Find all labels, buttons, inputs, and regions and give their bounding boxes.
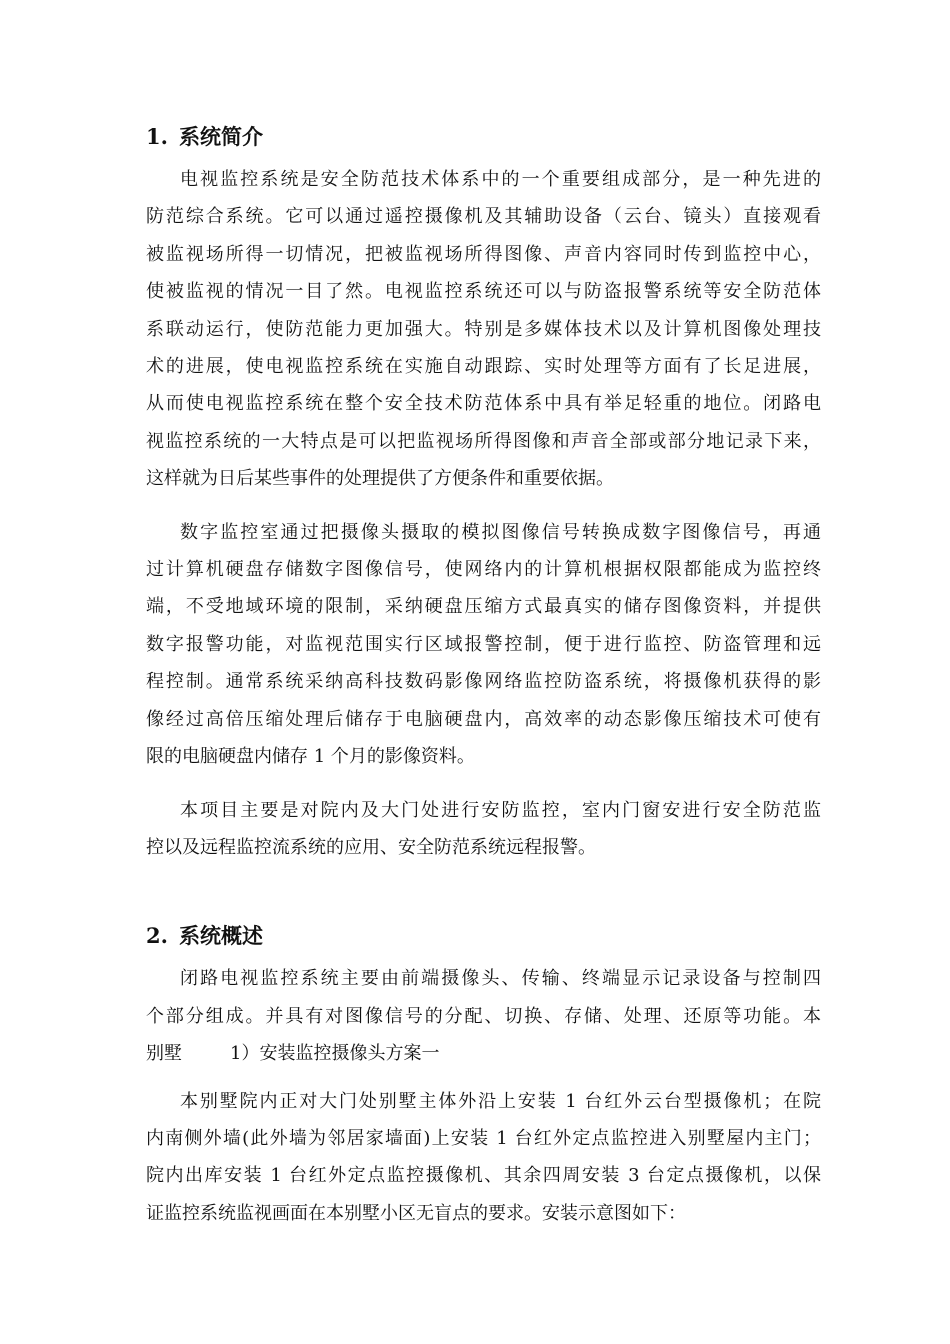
text-line: 证监控系统监视画面在本别墅小区无盲点的要求。安装示意图如下： bbox=[146, 1202, 686, 1224]
text-fragment: 别墅 bbox=[146, 1043, 182, 1065]
text-line: 数字监控室通过把摄像头摄取的模拟图像信号转换成数字图像信号，再通 bbox=[180, 521, 821, 543]
section-1-number: 1. bbox=[146, 124, 168, 149]
text-line: 程控制。通常系统采纳高科技数码影像网络监控防盗系统，将摄像机获得的影 bbox=[146, 671, 821, 693]
text-line: 术的进展，使电视监控系统在实施自动跟踪、实时处理等方面有了长足进展， bbox=[146, 356, 821, 378]
text-line: 这样就为日后某些事件的处理提供了方便条件和重要依据。 bbox=[146, 468, 614, 490]
text-line: 使被监视的情况一目了然。电视监控系统还可以与防盗报警系统等安全防范体 bbox=[146, 281, 821, 303]
section-1-paragraph-1 bbox=[146, 161, 821, 498]
section-1-paragraph-2 bbox=[146, 514, 821, 776]
text-line: 本别墅院内正对大门处别墅主体外沿上安装 1 台红外云台型摄像机；在院 bbox=[180, 1090, 821, 1112]
text-line: 被监视场所得一切情况，把被监视场所得图像、声音内容同时传到监控中心， bbox=[146, 243, 821, 265]
text-line: 限的电脑硬盘内储存 1 个月的影像资料。 bbox=[146, 746, 475, 768]
text-line: 像经过高倍压缩处理后储存于电脑硬盘内，高效率的动态影像压缩技术可使有 bbox=[146, 708, 821, 730]
subsection-heading: 1）安装监控摄像头方案一 bbox=[230, 1043, 440, 1065]
section-1-paragraph-3 bbox=[146, 792, 821, 867]
document-body bbox=[146, 117, 821, 1248]
section-2-heading bbox=[146, 916, 821, 956]
text-line: 本项目主要是对院内及大门处进行安防监控，室内门窗安进行安全防范监 bbox=[180, 799, 821, 821]
text-line: 从而使电视监控系统在整个安全技术防范体系中具有举足轻重的地位。闭路电 bbox=[146, 393, 821, 415]
text-line: 防范综合系统。它可以通过遥控摄像机及其辅助设备（云台、镜头）直接观看 bbox=[146, 206, 821, 228]
section-1-title: 系统简介 bbox=[179, 124, 263, 149]
text-line: 个部分组成。并具有对图像信号的分配、切换、存储、处理、还原等功能。本 bbox=[146, 1005, 821, 1027]
text-line: 端，不受地域环境的限制，采纳硬盘压缩方式最真实的储存图像资料，并提供 bbox=[146, 596, 821, 618]
text-line: 控以及远程监控流系统的应用、安全防范系统远程报警。 bbox=[146, 836, 596, 858]
text-line: 闭路电视监控系统主要由前端摄像头、传输、终端显示记录设备与控制四 bbox=[180, 968, 821, 990]
section-2-paragraph-1 bbox=[146, 960, 821, 1072]
text-line: 数字报警功能，对监视范围实行区域报警控制，便于进行监控、防盗管理和远 bbox=[146, 633, 821, 655]
section-2-title: 系统概述 bbox=[179, 923, 263, 949]
text-line: 系联动运行，使防范能力更加强大。特别是多媒体技术以及计算机图像处理技 bbox=[146, 318, 821, 340]
text-line: 院内出库安装 1 台红外定点监控摄像机、其余四周安装 3 台定点摄像机，以保 bbox=[146, 1165, 821, 1187]
text-line: 电视监控系统是安全防范技术体系中的一个重要组成部分，是一种先进的 bbox=[180, 169, 821, 190]
section-2-number: 2. bbox=[146, 923, 168, 949]
section-1-heading bbox=[146, 117, 821, 157]
text-line: 视监控系统的一大特点是可以把监视场所得图像和声音全部或部分地记录下来， bbox=[146, 430, 821, 452]
section-2-paragraph-2 bbox=[146, 1083, 821, 1233]
text-line bbox=[146, 1035, 821, 1072]
text-line: 过计算机硬盘存储数字图像信号，使网络内的计算机根据权限都能成为监控终 bbox=[146, 559, 821, 581]
text-line: 内南侧外墙(此外墙为邻居家墙面)上安装 1 台红外定点监控进入别墅屋内主门； bbox=[146, 1127, 821, 1149]
